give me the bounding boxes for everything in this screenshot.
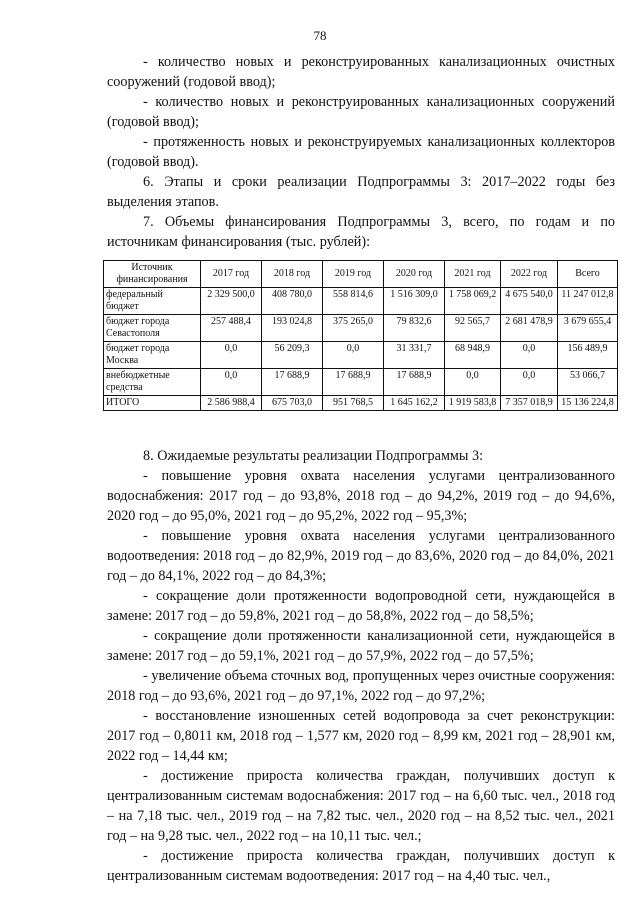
result-item: - сокращение доли протяженности канализационной сети, нуждающейся в замене: 2017 год – до 59,1%, 2021 год – до 57,9%, 2022 год – до 57,5%; [107, 628, 615, 664]
table-cell: 375 265,0 [323, 315, 384, 342]
column-header: 2022 год [501, 261, 558, 288]
row-source-name: бюджет города Москва [104, 342, 201, 369]
table-cell: 1 516 309,0 [384, 288, 445, 315]
table-cell: 193 024,8 [262, 315, 323, 342]
section-6-paragraph: 6. Этапы и сроки реализации Подпрограммы 3: 2017–2022 годы без выделения этапов. [107, 174, 615, 210]
table-cell: 15 136 224,8 [558, 396, 618, 411]
table-cell: 11 247 012,8 [558, 288, 618, 315]
section-8 [107, 446, 615, 886]
table-cell: 408 780,0 [262, 288, 323, 315]
table-cell: 68 948,9 [445, 342, 501, 369]
table-total-row [104, 396, 618, 411]
result-item: - восстановление изношенных сетей водопровода за счет реконструкции: 2017 год – 0,8011 км, 2018 год – 1,577 км, 2020 год – 8,99 км, 2021 год – 28,901 км, 2022 год – 14,44 км; [107, 708, 615, 764]
table-cell: 17 688,9 [262, 369, 323, 396]
result-item: - сокращение доли протяженности водопроводной сети, нуждающейся в замене: 2017 год – до 59,8%, 2021 год – до 58,8%, 2022 год – до 58,5%; [107, 588, 615, 624]
column-header: 2017 год [201, 261, 262, 288]
table-cell: 4 675 540,0 [501, 288, 558, 315]
result-item: - увеличение объема сточных вод, пропущенных через очистные сооружения: 2018 год – до 93,6%, 2021 год – до 97,1%, 2022 год – до 97,2%; [107, 668, 615, 704]
table-row [104, 288, 618, 315]
table-cell: 675 703,0 [262, 396, 323, 411]
column-header: 2020 год [384, 261, 445, 288]
row-source-name: бюджет города Севастополя [104, 315, 201, 342]
column-header: 2019 год [323, 261, 384, 288]
table-cell: 0,0 [501, 369, 558, 396]
table-cell: 7 357 018,9 [501, 396, 558, 411]
row-source-name: ИТОГО [104, 396, 201, 411]
table-cell: 53 066,7 [558, 369, 618, 396]
table-cell: 79 832,6 [384, 315, 445, 342]
top-list [107, 52, 615, 252]
table-cell: 92 565,7 [445, 315, 501, 342]
column-header: Источник финансирования [104, 261, 201, 288]
result-item: - повышение уровня охвата населения услугами централизованного водоснабжения: 2017 год – до 93,8%, 2018 год – до 94,2%, 2019 год – до 94,6%, 2020 год – до 95,0%, 2021 год – до 95,2%, 2022 год – 95,3%; [107, 468, 615, 524]
table-row [104, 315, 618, 342]
table-cell: 1 645 162,2 [384, 396, 445, 411]
row-source-name: федеральный бюджет [104, 288, 201, 315]
list-item: - количество новых и реконструированных канализационных очистных сооружений (годовой ввод); [107, 54, 615, 90]
list-item: - протяженность новых и реконструируемых канализационных коллекторов (годовой ввод). [107, 134, 615, 170]
table-cell: 0,0 [323, 342, 384, 369]
table-cell: 56 209,3 [262, 342, 323, 369]
row-source-name: внебюджетные средства [104, 369, 201, 396]
table-cell: 0,0 [201, 369, 262, 396]
table-cell: 17 688,9 [323, 369, 384, 396]
section-7-paragraph: 7. Объемы финансирования Подпрограммы 3, всего, по годам и по источникам финансирования (тыс. рублей): [107, 214, 615, 250]
table-cell: 2 329 500,0 [201, 288, 262, 315]
table-cell: 2 586 988,4 [201, 396, 262, 411]
table-cell: 1 758 069,2 [445, 288, 501, 315]
table-cell: 3 679 655,4 [558, 315, 618, 342]
table-cell: 17 688,9 [384, 369, 445, 396]
column-header: 2018 год [262, 261, 323, 288]
result-item: - достижение прироста количества граждан, получивших доступ к централизованным системам водоснабжения: 2017 год – на 6,60 тыс. чел., 2018 год – на 7,18 тыс. чел., 2019 год – на 7,82 тыс. чел., 2020 год – на 8,52 тыс. чел., 2021 год – на 9,28 тыс. чел., 2022 год – на 10,11 тыс. чел.; [107, 768, 615, 844]
column-header: 2021 год [445, 261, 501, 288]
table-cell: 0,0 [501, 342, 558, 369]
table-cell: 0,0 [445, 369, 501, 396]
table-cell: 2 681 478,9 [501, 315, 558, 342]
financing-table [103, 260, 618, 411]
table-cell: 31 331,7 [384, 342, 445, 369]
page-number: 78 [313, 28, 327, 43]
table-cell: 558 814,6 [323, 288, 384, 315]
column-header: Всего [558, 261, 618, 288]
table-cell: 951 768,5 [323, 396, 384, 411]
table-cell: 1 919 583,8 [445, 396, 501, 411]
list-item: - количество новых и реконструированных канализационных сооружений (годовой ввод); [107, 94, 615, 130]
table-row [104, 342, 618, 369]
section-8-title: 8. Ожидаемые результаты реализации Подпрограммы 3: [143, 448, 484, 464]
table-cell: 257 488,4 [201, 315, 262, 342]
result-item: - повышение уровня охвата населения услугами централизованного водоотведения: 2018 год – до 82,9%, 2019 год – до 83,6%, 2020 год – до 84,0%, 2021 год – до 84,1%, 2022 год – до 84,3%; [107, 528, 615, 584]
table-cell: 0,0 [201, 342, 262, 369]
result-item: - достижение прироста количества граждан, получивших доступ к централизованным системам водоотведения: 2017 год – на 4,40 тыс. чел., [107, 848, 615, 884]
table-header-row [104, 261, 618, 288]
table-row [104, 369, 618, 396]
table-cell: 156 489,9 [558, 342, 618, 369]
